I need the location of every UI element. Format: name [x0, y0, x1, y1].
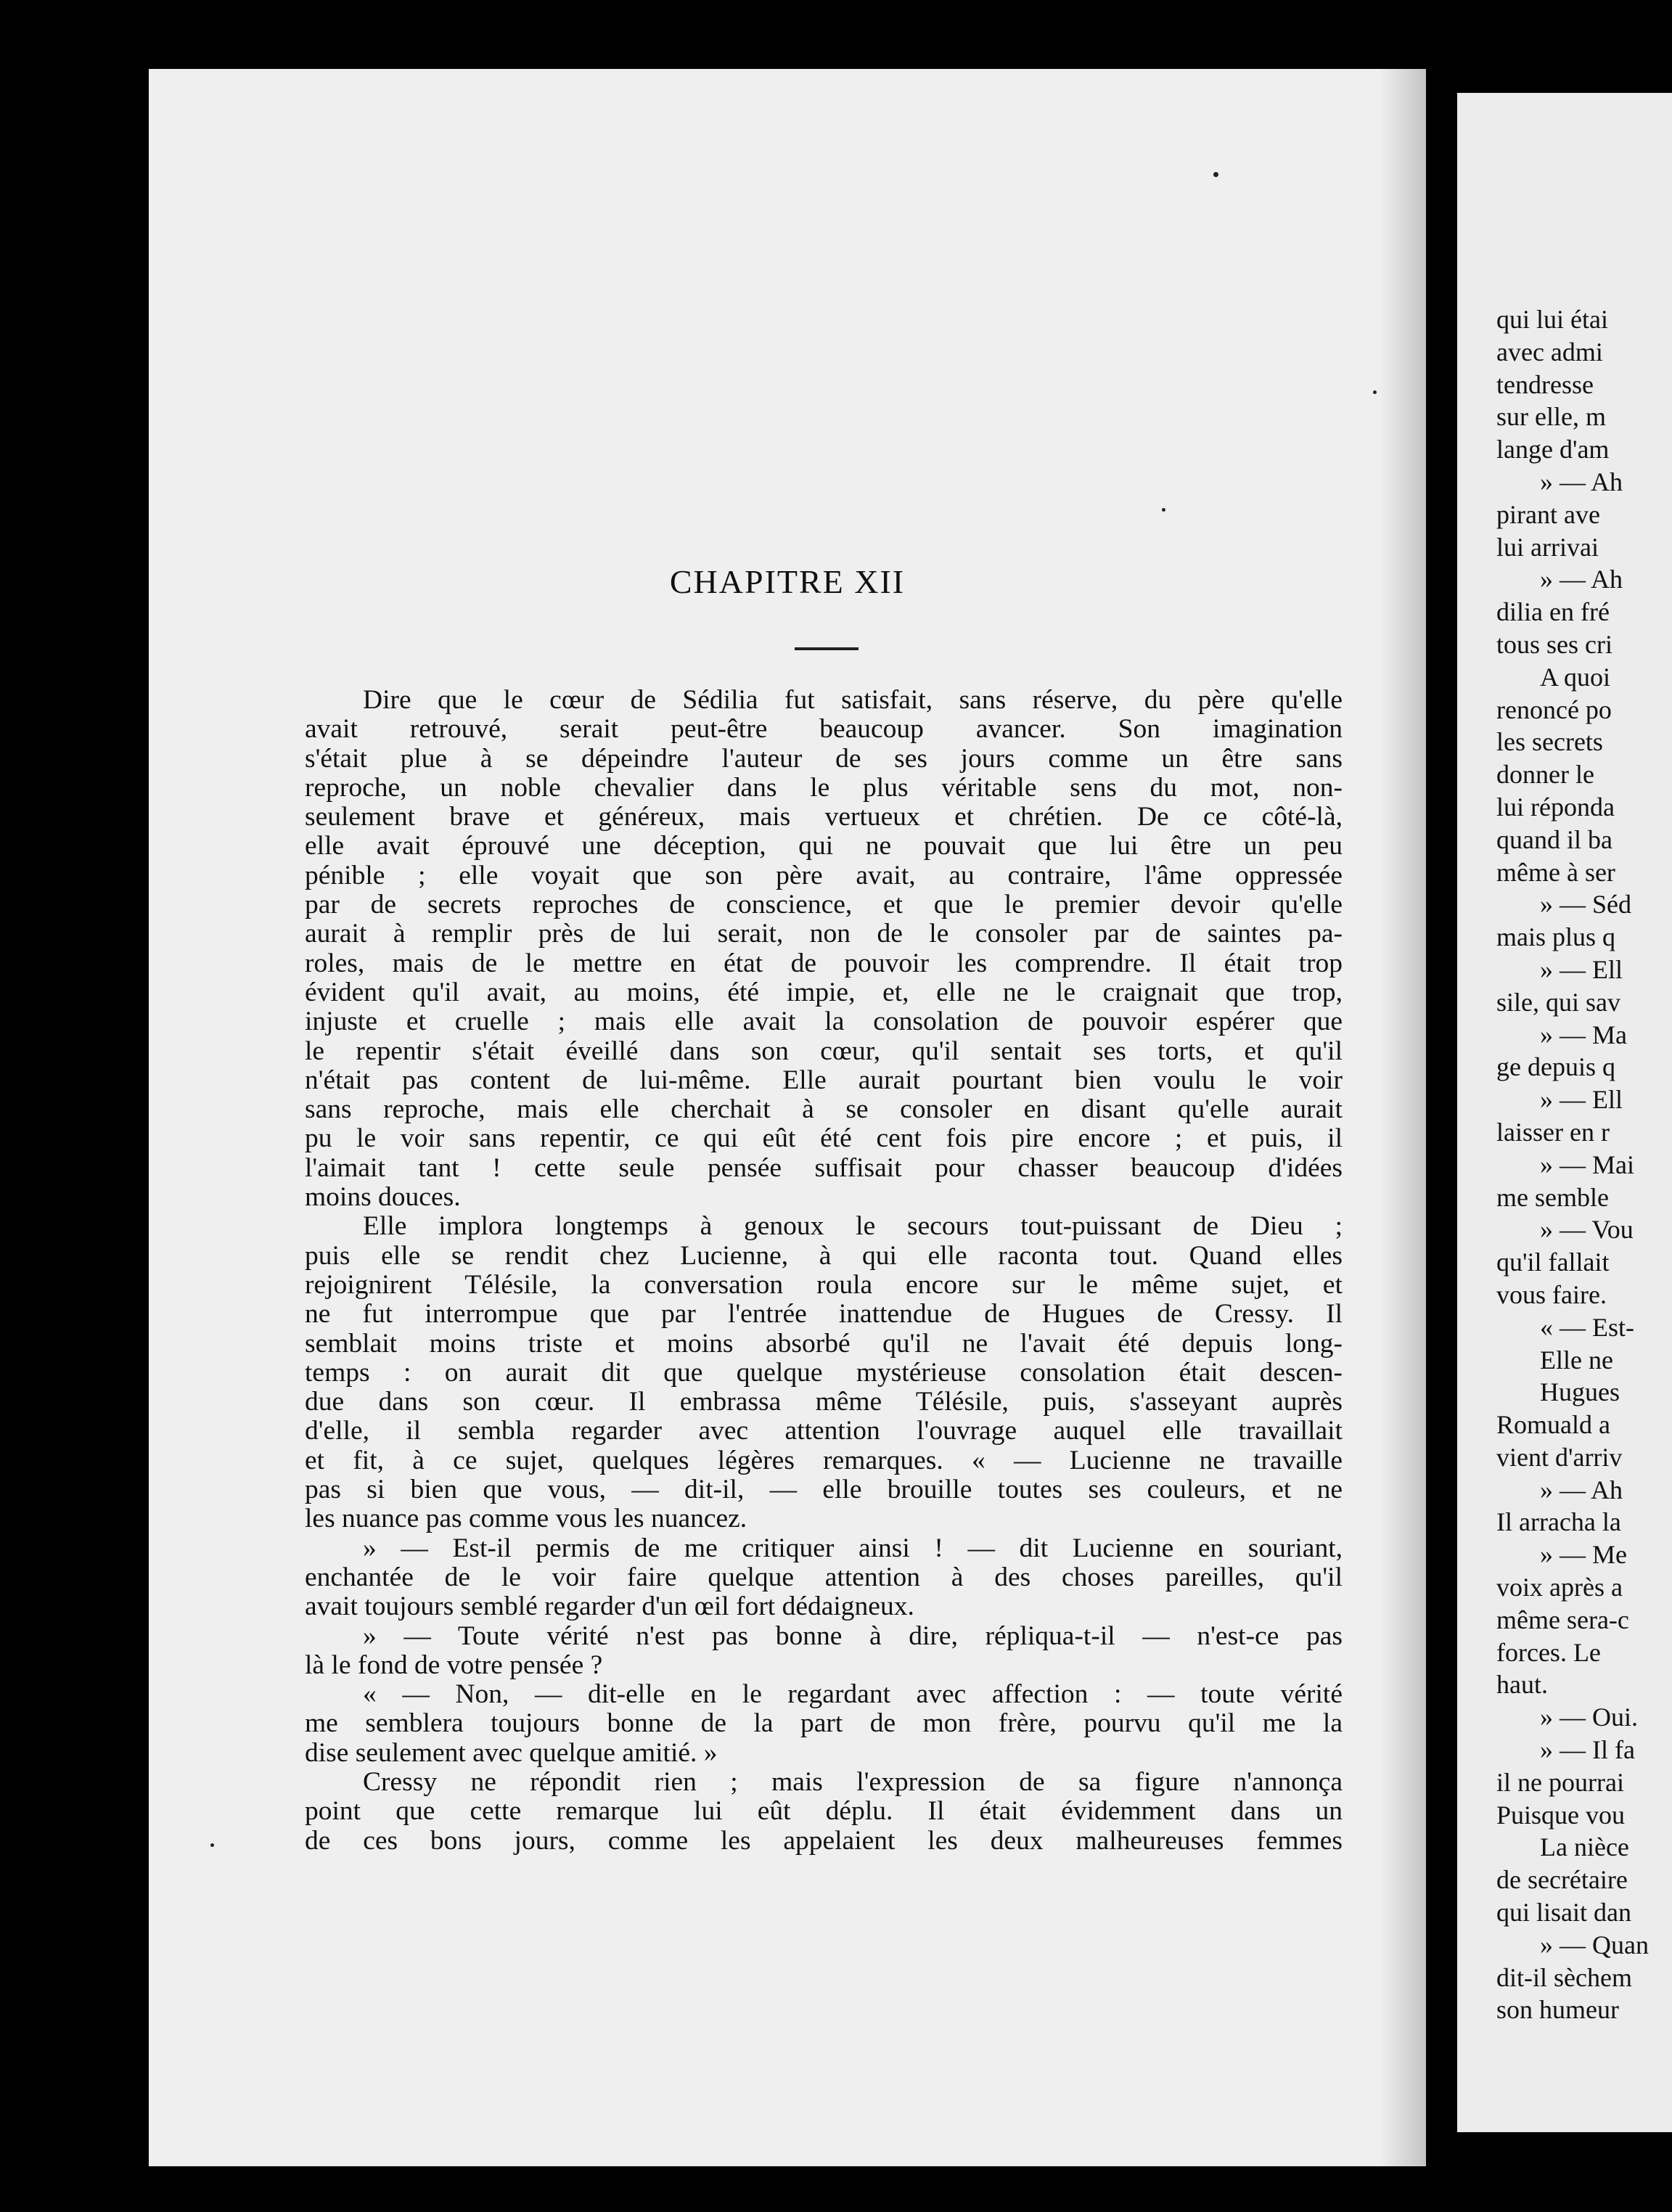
- text-line: même à ser: [1496, 857, 1615, 887]
- gutter-shadow: [1379, 69, 1426, 2166]
- text-line: par de secrets reproches de conscience, et que le premier devoir qu'elle: [305, 890, 1343, 920]
- ink-speck: [1162, 508, 1165, 512]
- text-line: n'était pas content de lui-même. Elle aurait pourtant bien voulu le voir: [305, 1065, 1343, 1095]
- text-line: » — Ma: [1540, 1020, 1627, 1049]
- text-line: » — Mai: [1540, 1150, 1634, 1179]
- text-line: La nièce: [1540, 1832, 1629, 1862]
- text-line: il ne pourrai: [1496, 1767, 1624, 1797]
- facing-page-text: [1496, 303, 1672, 2026]
- text-line: l'aimait tant ! cette seule pensée suffisait pour chasser beaucoup d'idées: [305, 1153, 1343, 1183]
- text-line: due dans son cœur. Il embrassa même Télésile, puis, s'asseyant auprès: [305, 1388, 1343, 1417]
- text-line: me semblera toujours bonne de la part de mon frère, pourvu qu'il me la: [305, 1709, 1343, 1739]
- text-line: Elle implora longtemps à genoux le secours tout-puissant de Dieu ;: [363, 1212, 1343, 1242]
- text-line: son humeur: [1496, 1995, 1619, 2025]
- text-line: sile, qui sav: [1496, 987, 1620, 1017]
- text-line: roles, mais de le mettre en état de pouvoir les comprendre. Il était trop: [305, 949, 1343, 978]
- text-line: renoncé po: [1496, 695, 1612, 724]
- text-line: reproche, un noble chevalier dans le plus véritable sens du mot, non-: [305, 773, 1343, 803]
- text-line: Romuald a: [1496, 1410, 1610, 1440]
- text-line: évident qu'il avait, au moins, été impie, et, elle ne le craignait que trop,: [305, 978, 1343, 1007]
- chapter-body: [305, 686, 1343, 1856]
- text-line: » — Oui.: [1540, 1703, 1638, 1732]
- text-line: qu'il fallait: [1496, 1248, 1610, 1277]
- text-line: haut.: [1496, 1670, 1548, 1700]
- text-line: lui arrivai: [1496, 532, 1599, 562]
- text-line: Elle ne: [1540, 1345, 1613, 1375]
- ink-speck: [1213, 172, 1218, 177]
- ink-speck: [1373, 390, 1377, 394]
- text-line: et fit, à ce sujet, quelques légères remarques. « — Lucienne ne travaille: [305, 1446, 1343, 1475]
- text-line: » — Vou: [1540, 1215, 1634, 1245]
- text-line: » — Ah: [1540, 1475, 1623, 1504]
- text-line: tous ses cri: [1496, 629, 1612, 659]
- text-line: les secrets: [1496, 727, 1603, 757]
- title-rule: [795, 647, 858, 650]
- text-line: » — Me: [1540, 1540, 1627, 1570]
- text-line: donner le: [1496, 760, 1594, 790]
- text-line: là le fond de votre pensée ?: [305, 1650, 603, 1680]
- text-line: forces. Le: [1496, 1637, 1601, 1667]
- text-line: sur elle, m: [1496, 402, 1606, 432]
- text-line: lui réponda: [1496, 792, 1615, 822]
- text-line: pénible ; elle voyait que son père avait, au contraire, l'âme oppressée: [305, 861, 1343, 890]
- text-line: qui lui étai: [1496, 305, 1608, 334]
- text-line: quand il ba: [1496, 824, 1612, 854]
- text-line: ne fut interrompue que par l'entrée inattendue de Hugues de Cressy. Il: [305, 1300, 1343, 1330]
- text-line: mais plus q: [1496, 922, 1616, 952]
- text-line: Cressy ne répondit rien ; mais l'expression de sa figure n'annonça: [363, 1767, 1343, 1797]
- text-line: Dire que le cœur de Sédilia fut satisfait, sans réserve, du père qu'elle: [363, 686, 1343, 715]
- text-line: » — Il fa: [1540, 1735, 1635, 1765]
- text-line: pas si bien que vous, — dit-il, — elle brouille toutes ses couleurs, et ne: [305, 1475, 1343, 1505]
- text-line: A quoi: [1540, 662, 1611, 692]
- text-line: » — Séd: [1540, 890, 1631, 919]
- text-line: d'elle, il sembla regarder avec attention l'ouvrage auquel elle travaillait: [305, 1417, 1343, 1446]
- text-line: Puisque vou: [1496, 1800, 1626, 1830]
- text-line: moins douces.: [305, 1183, 461, 1213]
- text-line: seulement brave et généreux, mais vertueux et chrétien. De ce côté-là,: [305, 803, 1343, 832]
- text-line: de secrétaire: [1496, 1865, 1628, 1895]
- text-line: le repentir s'était éveillé dans son cœur, qu'il sentait ses torts, et qu'il: [305, 1036, 1343, 1066]
- text-line: puis elle se rendit chez Lucienne, à qui elle raconta tout. Quand elles: [305, 1241, 1343, 1271]
- text-line: avec admi: [1496, 337, 1603, 366]
- text-line: lange d'am: [1496, 435, 1610, 464]
- text-line: avait retrouvé, serait peut-être beaucoup avancer. Son imagination: [305, 715, 1343, 745]
- text-line: » — Ah: [1540, 467, 1623, 496]
- text-line: semblait moins triste et moins absorbé qu'il ne l'avait été depuis long-: [305, 1329, 1343, 1359]
- text-line: dilia en fré: [1496, 597, 1610, 627]
- text-line: temps : on aurait dit que quelque mystérieuse consolation était descen-: [305, 1358, 1343, 1388]
- text-line: vient d'arriv: [1496, 1442, 1623, 1472]
- text-line: sans reproche, mais elle cherchait à se consoler en disant qu'elle aurait: [305, 1095, 1343, 1125]
- text-line: » — Ah: [1540, 565, 1623, 594]
- text-line: pu le voir sans repentir, ce qui eût été cent fois pire encore ; et puis, il: [305, 1124, 1343, 1154]
- text-line: de ces bons jours, comme les appelaient les deux malheureuses femmes: [305, 1826, 1343, 1856]
- text-line: dise seulement avec quelque amitié. »: [305, 1738, 718, 1768]
- text-line: » — Ell: [1540, 954, 1623, 984]
- text-line: » — Ell: [1540, 1085, 1623, 1115]
- text-line: Il arracha la: [1496, 1507, 1621, 1537]
- text-line: les nuance pas comme vous les nuancez.: [305, 1504, 747, 1534]
- text-line: avait toujours semblé regarder d'un œil fort dédaigneux.: [305, 1592, 914, 1622]
- text-line: « — Non, — dit-elle en le regardant avec affection : — toute vérité: [363, 1680, 1343, 1710]
- chapter-title: CHAPITRE XII: [669, 563, 906, 600]
- text-line: dit-il sèchem: [1496, 1962, 1632, 1992]
- text-line: Hugues: [1540, 1377, 1620, 1407]
- text-line: » — Toute vérité n'est pas bonne à dire, répliqua-t-il — n'est-ce pas: [363, 1621, 1343, 1651]
- text-line: qui lisait dan: [1496, 1898, 1631, 1928]
- text-line: me semble: [1496, 1182, 1609, 1212]
- text-line: même sera-c: [1496, 1605, 1629, 1634]
- text-line: injuste et cruelle ; mais elle avait la consolation de pouvoir espérer que: [305, 1007, 1343, 1037]
- text-line: rejoignirent Télésile, la conversation roula encore sur le même sujet, et: [305, 1270, 1343, 1300]
- text-line: elle avait éprouvé une déception, qui ne pouvait que lui être un peu: [305, 832, 1343, 861]
- text-line: tendresse: [1496, 369, 1594, 399]
- text-line: pirant ave: [1496, 499, 1600, 529]
- text-line: aurait à remplir près de lui serait, non de le consoler par de saintes pa-: [305, 919, 1343, 949]
- text-line: ge depuis q: [1496, 1052, 1615, 1082]
- ink-speck: [210, 1843, 214, 1847]
- text-line: enchantée de le voir faire quelque attention à des choses pareilles, qu'il: [305, 1562, 1343, 1592]
- text-line: point que cette remarque lui eût déplu. Il était évidemment dans un: [305, 1797, 1343, 1827]
- text-line: « — Est-: [1540, 1312, 1634, 1342]
- text-line: vous faire.: [1496, 1279, 1607, 1309]
- text-line: s'était plue à se dépeindre l'auteur de ses jours comme un être sans: [305, 744, 1343, 774]
- text-line: » — Quan: [1540, 1930, 1649, 1959]
- text-line: » — Est-il permis de me critiquer ainsi ! — dit Lucienne en souriant,: [363, 1533, 1343, 1563]
- text-line: voix après a: [1496, 1573, 1623, 1602]
- text-line: laisser en r: [1496, 1117, 1610, 1147]
